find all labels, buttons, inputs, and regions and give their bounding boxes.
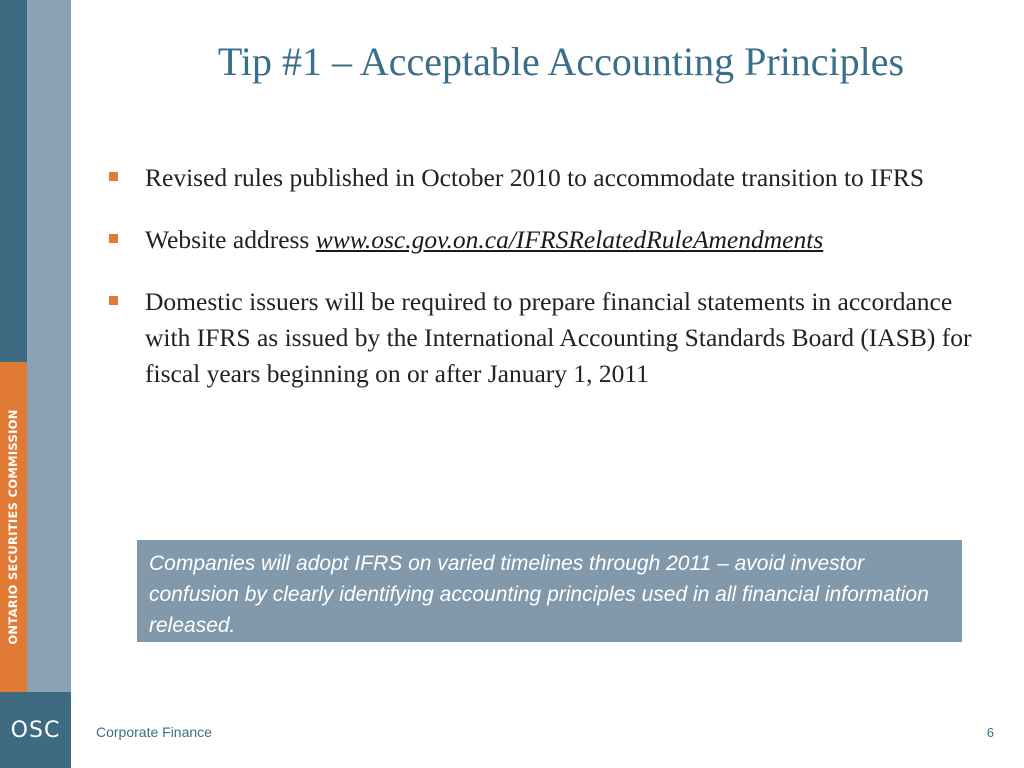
sidebar-org-name: ONTARIO SECURITIES COMMISSION: [6, 409, 20, 645]
callout-text: Companies will adopt IFRS on varied timelines through 2011 – avoid investor confusion by clearly identifying accounting principles used in all financial information released.: [149, 552, 929, 637]
square-bullet-icon: [109, 172, 118, 181]
callout-box: [137, 540, 962, 642]
bullet-text: Revised rules published in October 2010 to accommodate transition to IFRS: [145, 163, 925, 192]
bullet-item: [106, 222, 996, 258]
sidebar-light-stripe: [27, 0, 71, 692]
bullet-text: Website address: [145, 225, 316, 254]
footer-section-label: Corporate Finance: [96, 724, 212, 740]
square-bullet-icon: [109, 296, 118, 305]
slide-title: Tip #1 – Acceptable Accounting Principles: [217, 39, 905, 84]
bullet-item: [106, 160, 996, 196]
bullet-item: [106, 284, 996, 392]
square-bullet-icon: [109, 234, 118, 243]
website-link[interactable]: www.osc.gov.on.ca/IFRSRelatedRuleAmendments: [315, 225, 824, 254]
bullet-list: [106, 160, 996, 418]
bullet-text: Domestic issuers will be required to prepare financial statements in accordance with IFRS as issued by the International Accounting Standards Board (IASB) for fiscal years beginning on or after January 1, 2011: [145, 287, 972, 388]
osc-logo: [0, 692, 71, 768]
page-number: 6: [986, 725, 994, 740]
osc-logo-text: OSC: [10, 717, 61, 743]
